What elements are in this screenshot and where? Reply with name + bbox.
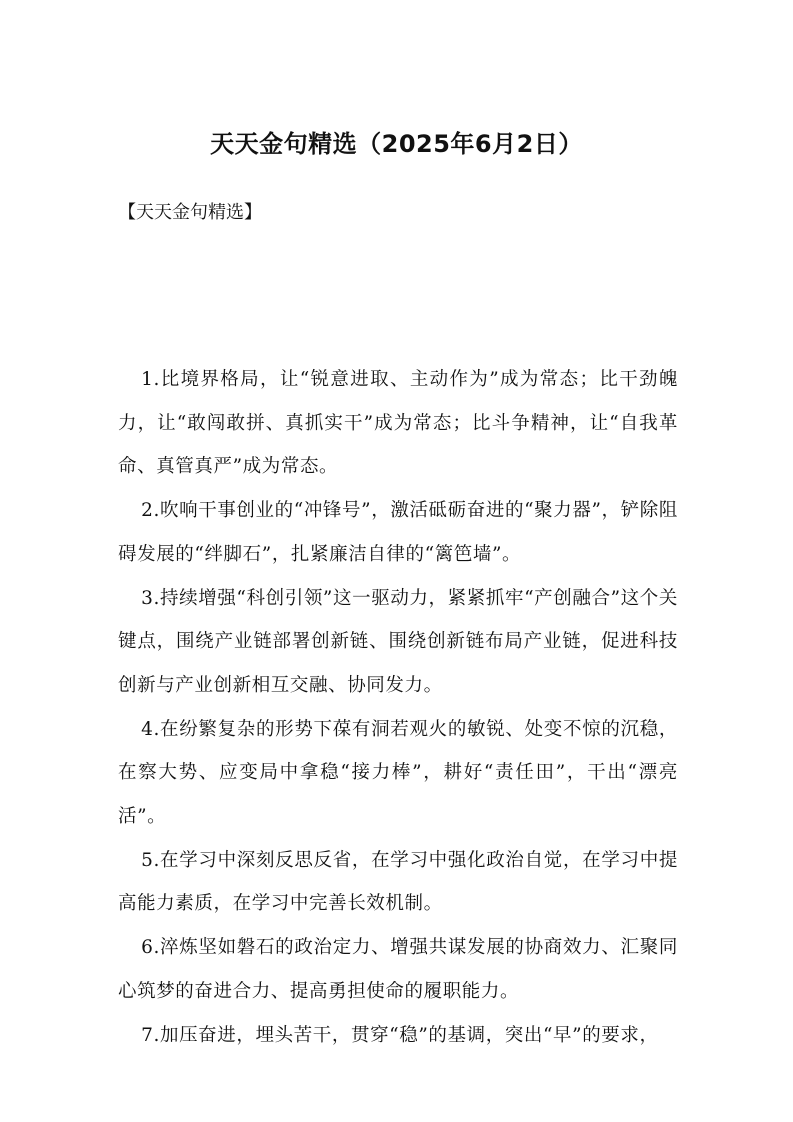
document-body (118, 358, 678, 1057)
paragraph-5: 5.在学习中深刻反思反省，在学习中强化政治自觉，在学习中提高能力素质，在学习中完善长效机制。 (118, 849, 678, 915)
document-title: 天天金句精选（2025年6月2日） (210, 130, 583, 158)
paragraph-4: 4.在纷繁复杂的形势下葆有洞若观火的敏锐、处变不惊的沉稳，在察大势、应变局中拿稳“接力棒”，耕好“责任田”，干出“漂亮活”。 (118, 718, 678, 828)
section-label: 【天天金句精选】 (118, 202, 262, 223)
paragraph-7: 7.加压奋进，埋头苦干，贯穿“稳”的基调，突出“早”的要求， (141, 1024, 659, 1046)
paragraph-3: 3.持续增强“科创引领”这一驱动力，紧紧抓牢“产创融合”这个关键点，围绕产业链部署创新链、围绕创新链布局产业链，促进科技创新与产业创新相互交融、协同发力。 (118, 587, 678, 696)
paragraph-1: 1.比境界格局，让“锐意进取、主动作为”成为常态；比干劲魄力，让“敢闯敢拼、真抓实干”成为常态；比斗争精神，让“自我革命、真管真严”成为常态。 (118, 369, 678, 478)
paragraph-6: 6.淬炼坚如磐石的政治定力、增强共谋发展的协商效力、汇聚同心筑梦的奋进合力、提高勇担使命的履职能力。 (118, 937, 678, 1002)
paragraph-2: 2.吹响干事创业的“冲锋号”，激活砥砺奋进的“聚力器”，铲除阻碍发展的“绊脚石”，扎紧廉洁自律的“篱笆墙”。 (118, 500, 678, 565)
